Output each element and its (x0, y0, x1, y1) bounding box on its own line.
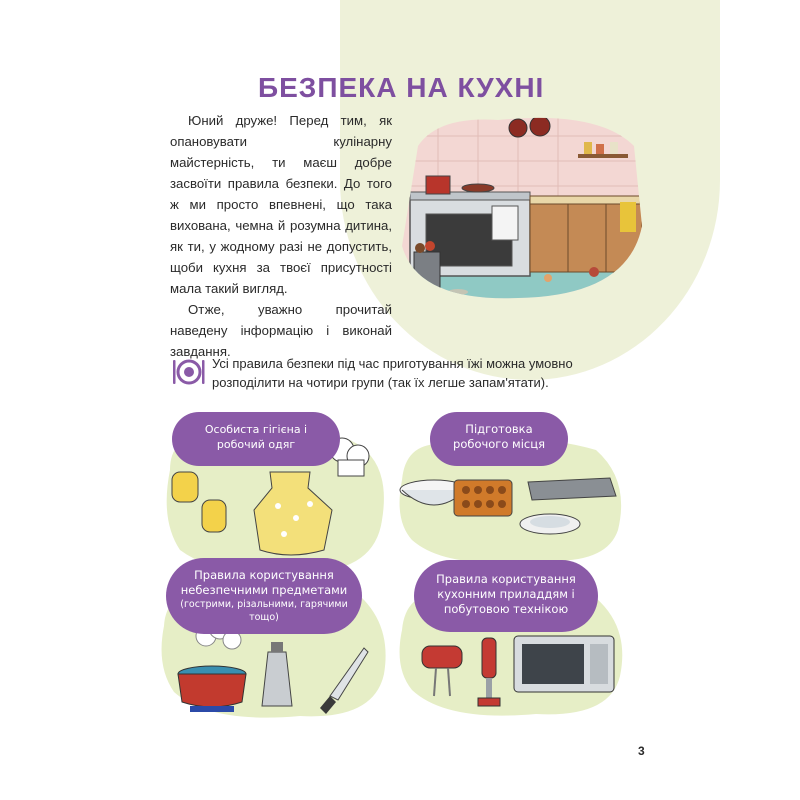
page-title: БЕЗПЕКА НА КУХНІ (258, 72, 545, 103)
messy-kitchen-illustration (398, 106, 642, 302)
group-dangerous-items (160, 556, 392, 726)
group-workplace (396, 410, 628, 580)
group-appliances (396, 556, 628, 726)
intro-paragraph: Отже, уважно прочитай наведену інформацію і виконай завдання. (170, 302, 392, 359)
plate-fork-knife-icon (172, 357, 206, 387)
intro-text (170, 110, 392, 362)
page-number: 3 (638, 744, 645, 758)
group-hygiene (160, 410, 392, 580)
group-label: Правила користування кухонним приладдям і побутовою технікою (414, 560, 598, 632)
group-label: Правила користування небезпечними предметами (гострими, різальними, гарячими тощо) (166, 558, 362, 634)
rules-note: Усі правила безпеки під час приготування їжі можна умовно розподілити на чотири групи (так їх легше запам'ятати). (212, 356, 573, 390)
group-label: Підготовка робочого місця (430, 412, 568, 466)
intro-paragraph: Юний друже! Перед тим, як опановувати кулінарну майстерність, ти маєш добре засвоїти правила безпеки. До того ж ми просто впевнені, що така вихована, чемна й розумна дитина, як ти, у жодному разі не допустить, щоби кухня за твоєї присутності мала такий вигляд. (170, 113, 392, 296)
group-label: Особиста гігієна і робочий одяг (172, 412, 340, 466)
